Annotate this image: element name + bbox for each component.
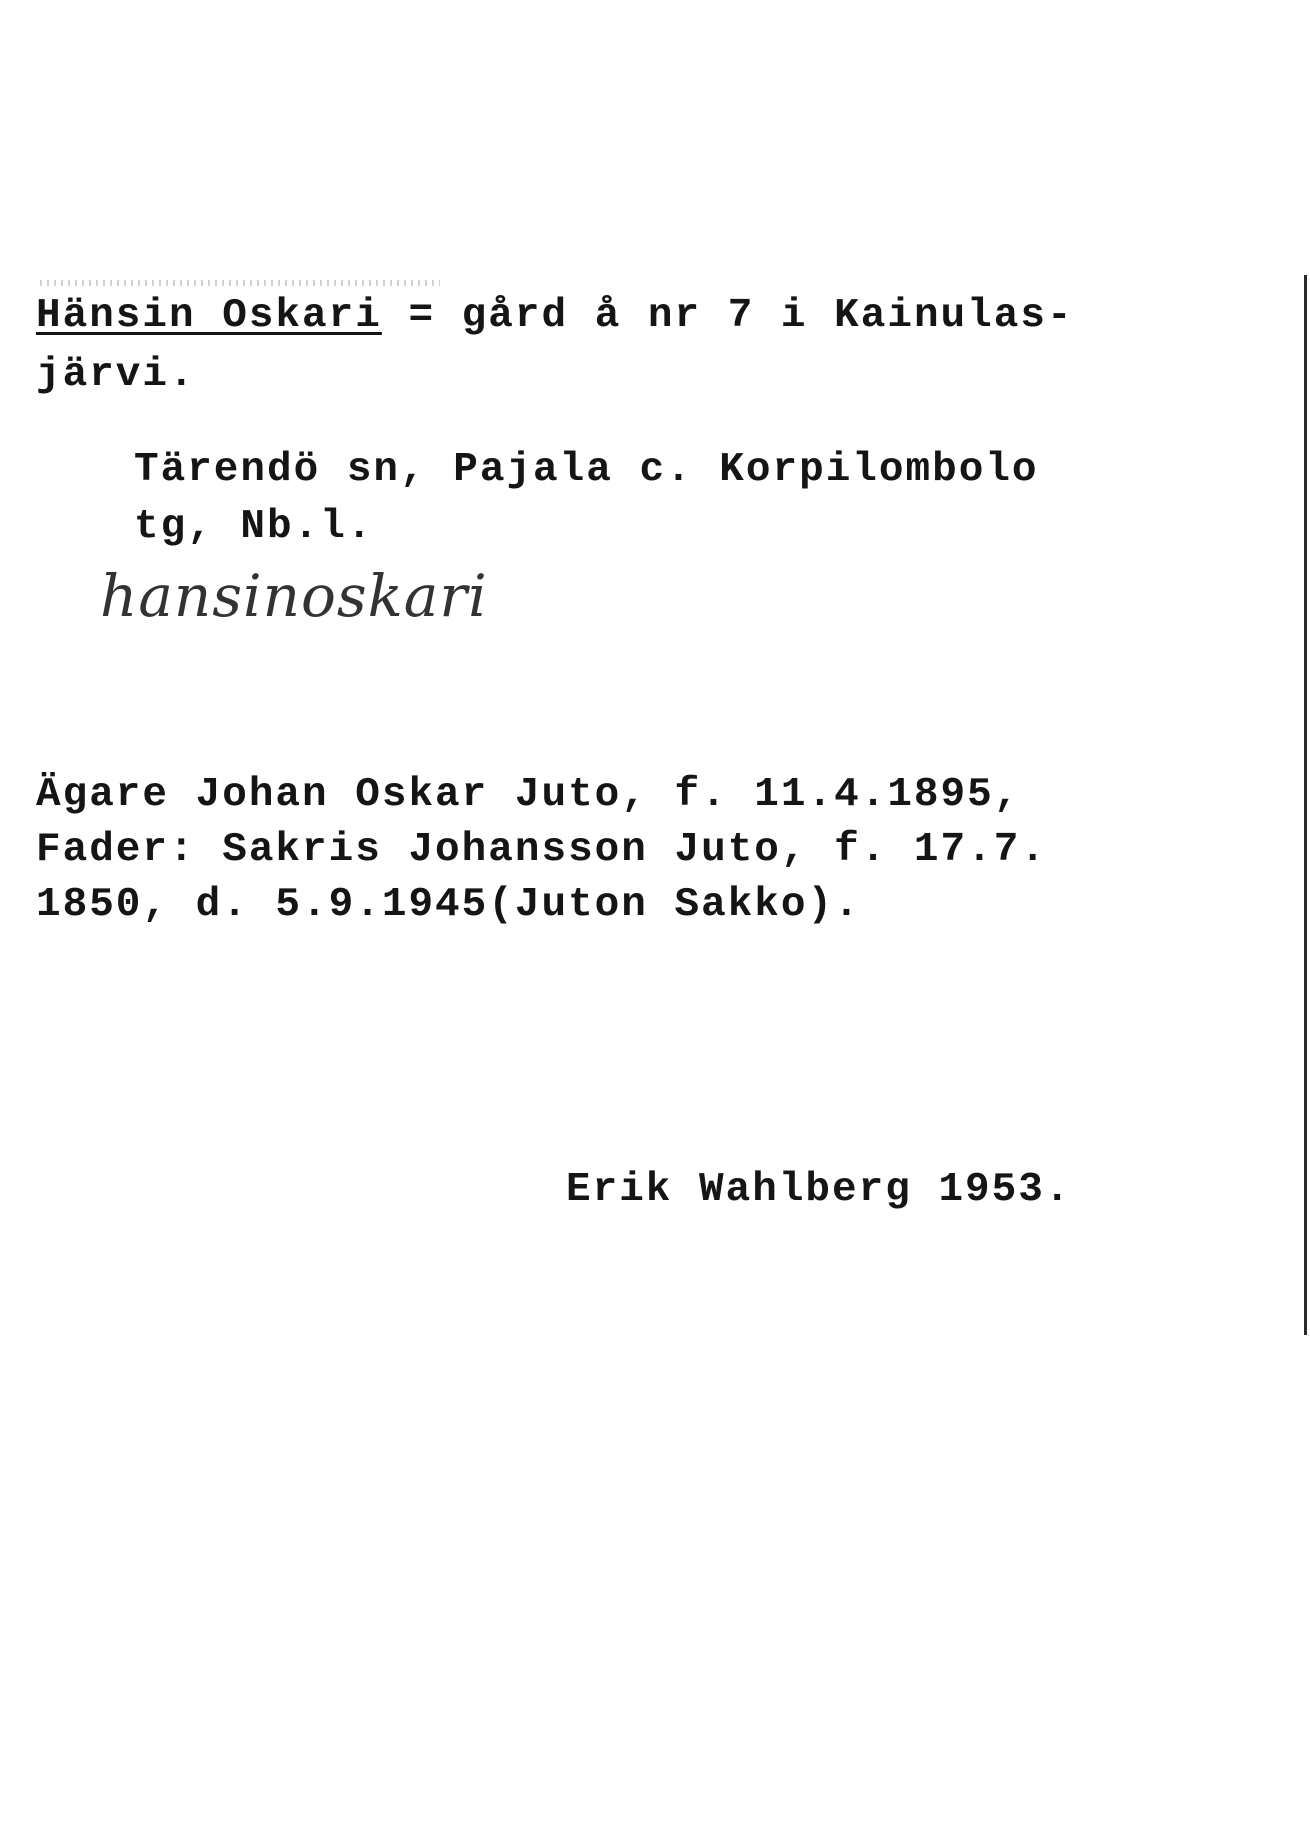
- owner-line-2: Fader: Sakris Johansson Juto, f. 17.7.: [36, 827, 1047, 873]
- owner-line-3: 1850, d. 5.9.1945(Juton Sakko).: [36, 882, 861, 928]
- place-name: Hänsin Oskari: [36, 293, 382, 339]
- heading-line: [36, 293, 1074, 339]
- scan-noise: [40, 280, 440, 286]
- card-edge-line: [1304, 275, 1307, 1335]
- place-description: = gård å nr 7 i Kainulas-: [381, 293, 1074, 339]
- owner-line-1: Ägare Johan Oskar Juto, f. 11.4.1895,: [36, 772, 1021, 818]
- location-line-2: tg, Nb.l.: [134, 504, 374, 550]
- heading-continuation: järvi.: [36, 352, 196, 398]
- signature: Erik Wahlberg 1953.: [566, 1167, 1072, 1213]
- location-line-1: Tärendö sn, Pajala c. Korpilombolo: [134, 447, 1039, 493]
- handwritten-annotation: hansinoskari: [100, 562, 488, 630]
